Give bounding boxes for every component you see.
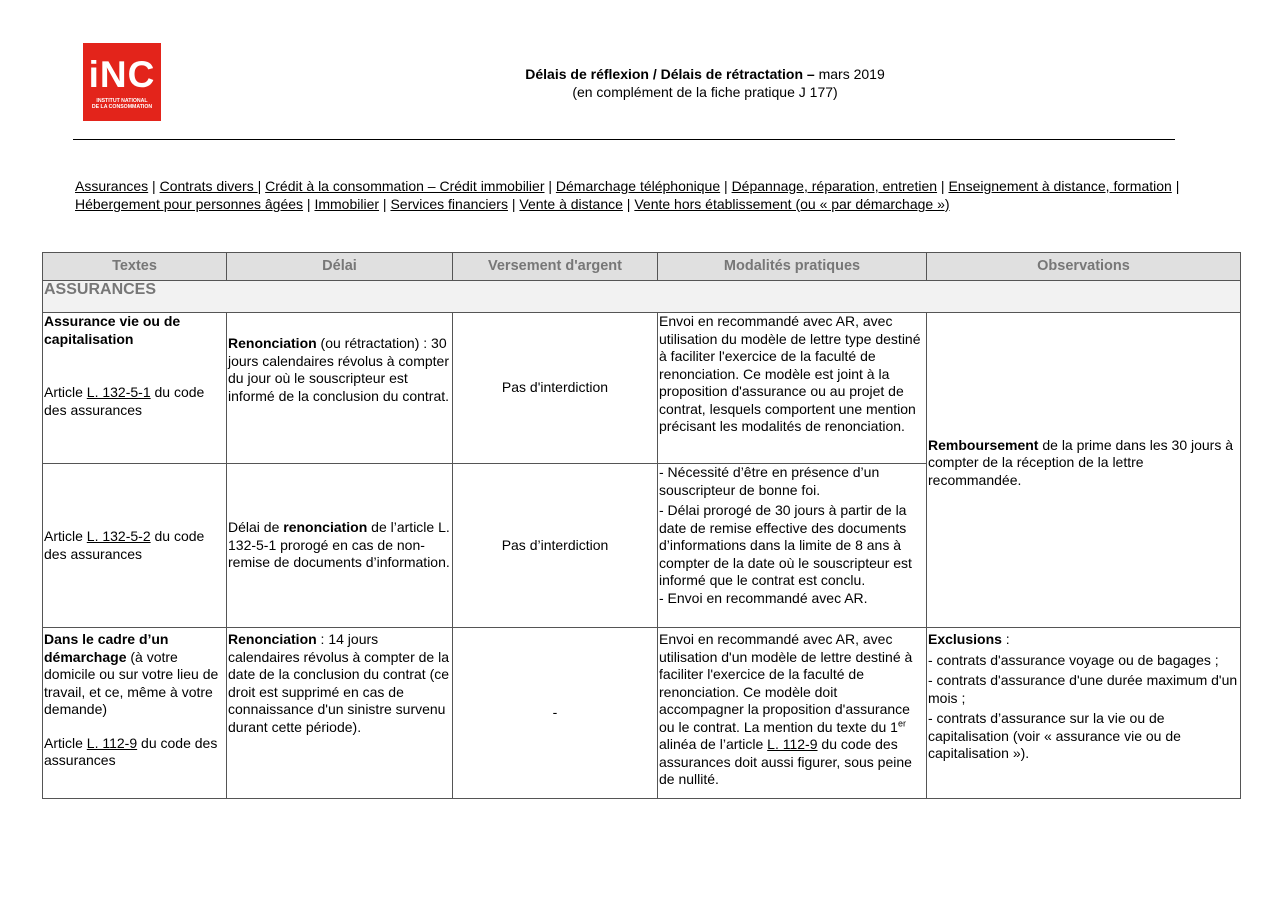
link-assurances[interactable]: Assurances [75,178,149,194]
header-versement: Versement d'argent [453,253,658,281]
cell-modalites: Envoi en recommandé avec AR, avec utilisation du modèle de lettre type destiné à faciliter l'exercice de la faculté de renonciation. Ce modèle est joint à la proposition d'assurance ou au projet de contrat, lesquels comportent une mention précisant les modalités de renonciation. [658,313,927,464]
obs-item: - contrats d'assurance d'une durée maximum d'un mois ; [928,672,1238,706]
delai-text: de l’article L. 132-5-1 prorogé en cas de non-remise de documents d’information. [228,519,450,571]
logo-subtitle-line1: INSTITUT NATIONAL [96,98,148,104]
obs-item: - contrats d’assurance sur la vie ou de capitalisation (voir « assurance vie ou de capitalisation »). [928,710,1181,761]
texte-rest: (à votre domicile ou sur votre lieu de travail, et ce, même à votre demande) [44,648,219,717]
link-contrats-divers[interactable]: Contrats divers [159,178,258,194]
modalite-item: - Envoi en recommandé avec AR. [659,589,868,606]
link-demarchage-telephonique[interactable]: Démarchage téléphonique [555,178,721,194]
cell-textes [43,464,227,628]
delais-table [42,252,1241,799]
title-bold: Délais de réflexion / Délais de rétractation – [525,66,815,82]
article-link-l132-5-2[interactable]: L. 132-5-2 [86,528,151,544]
header-delai: Délai [227,253,453,281]
texte-suffix: du code des assurances [44,384,205,418]
cell-textes [43,628,227,799]
obs-item: - contrats d'assurance voyage ou de bagages ; [928,651,1219,668]
cell-versement: Pas d'interdiction [453,313,658,464]
link-enseignement[interactable]: Enseignement à distance, formation [948,178,1172,194]
header-divider [73,139,1175,140]
cell-delai [227,628,453,799]
inc-logo [83,43,161,121]
title-date: mars 2019 [814,66,885,82]
cell-delai [227,464,453,628]
cell-observations [927,628,1241,799]
modalite-item: - Délai prorogé de 30 jours à partir de la date de remise effective des documents d’informations dans la limite de 8 ans à compter de la date où le souscripteur est informé que le contrat est conclu. [659,502,912,588]
texte-title: Assurance vie ou de capitalisation [44,313,181,347]
texte-prefix: Article [44,384,87,400]
modalite-text: alinéa de l’article [659,736,768,752]
category-links: Assurances | Contrats divers | Crédit à la consommation – Crédit immobilier | Démarchage téléphonique | Dépannage, réparation, entretien | Enseignement à distance, formation | Hébergement pour personnes âgées | Immobilier | Services financiers | Vente à distance | Vente hors établissement (ou « par démarchage ») [75,178,1180,212]
texte-prefix: Article [44,528,87,544]
obs-bold: Remboursement [928,436,1039,453]
article-link-l112-9[interactable]: L. 112-9 [86,734,138,751]
delai-text: (ou rétractation) : 30 jours calendaires révolus à compter du jour où le souscripteur est informé de la conclusion du contrat. [228,335,450,404]
logo-subtitle-line2: DE LA CONSOMMATION [91,104,153,110]
article-link-l112-9-inline[interactable]: L. 112-9 [767,736,818,752]
cell-delai [227,313,453,464]
article-link-l132-5-1[interactable]: L. 132-5-1 [86,384,151,400]
link-vente-hors-etablissement[interactable]: Vente hors établissement (ou « par démarchage ») [634,196,950,212]
cell-modalites [658,628,927,799]
cell-versement: Pas d’interdiction [453,464,658,628]
modalite-text: Envoi en recommandé avec AR, avec utilisation d'un modèle de lettre destiné à faciliter l'exercice de la faculté de renonciation. Ce modèle doit accompagner la proposition d'assurance ou le contrat. La mention du texte du 1 [659,631,913,735]
header-modalites: Modalités pratiques [658,253,927,281]
modalite-text: du code des assurances doit aussi figurer, sous peine de nullité. [659,736,912,787]
delai-bold: Renonciation [228,335,317,351]
modalite-item: - Nécessité d’être en présence d’un souscripteur de bonne foi. [659,464,880,498]
superscript: er [897,717,906,728]
cell-versement: - [453,628,658,799]
obs-text: de la prime dans les 30 jours à compter de la réception de la lettre recommandée. [928,436,1234,488]
delai-bold: renonciation [283,519,368,536]
texte-suffix: du code des assurances [44,528,205,562]
page-subtitle: (en complément de la fiche pratique J 177) [572,84,838,100]
texte-prefix: Article [44,734,87,751]
link-immobilier[interactable]: Immobilier [314,196,380,212]
cell-textes [43,313,227,464]
table-row [43,628,1241,799]
obs-colon: : [1001,631,1010,647]
delai-text: : 14 jours calendaires révolus à compter de la date de la conclusion du contrat (ce droit est supprimé en cas de connaissance d'un sinistre survenu durant cette période). [228,631,450,735]
table-header-row [43,253,1241,281]
obs-bold: Exclusions [928,631,1002,647]
cell-observations [927,313,1241,628]
table-row [43,313,1241,464]
section-assurances: ASSURANCES [43,281,1241,313]
texte-bold: Dans le cadre d’un démarchage [44,631,169,665]
cell-modalites [658,464,927,628]
delai-prefix: Délai de [228,519,284,536]
link-hebergement[interactable]: Hébergement pour personnes âgées [75,196,304,212]
link-vente-distance[interactable]: Vente à distance [519,196,623,212]
logo-subtitle [83,98,161,110]
link-depannage[interactable]: Dépannage, réparation, entretien [731,178,938,194]
section-row [43,281,1241,313]
page-title [470,65,940,101]
delai-bold: Renonciation [228,631,317,647]
link-credit[interactable]: Crédit à la consommation – Crédit immobilier [265,178,545,194]
logo-text: iNC [88,54,156,95]
texte-suffix: du code des assurances [44,734,218,768]
header-observations: Observations [927,253,1241,281]
header-textes: Textes [43,253,227,281]
link-services-financiers[interactable]: Services financiers [390,196,508,212]
